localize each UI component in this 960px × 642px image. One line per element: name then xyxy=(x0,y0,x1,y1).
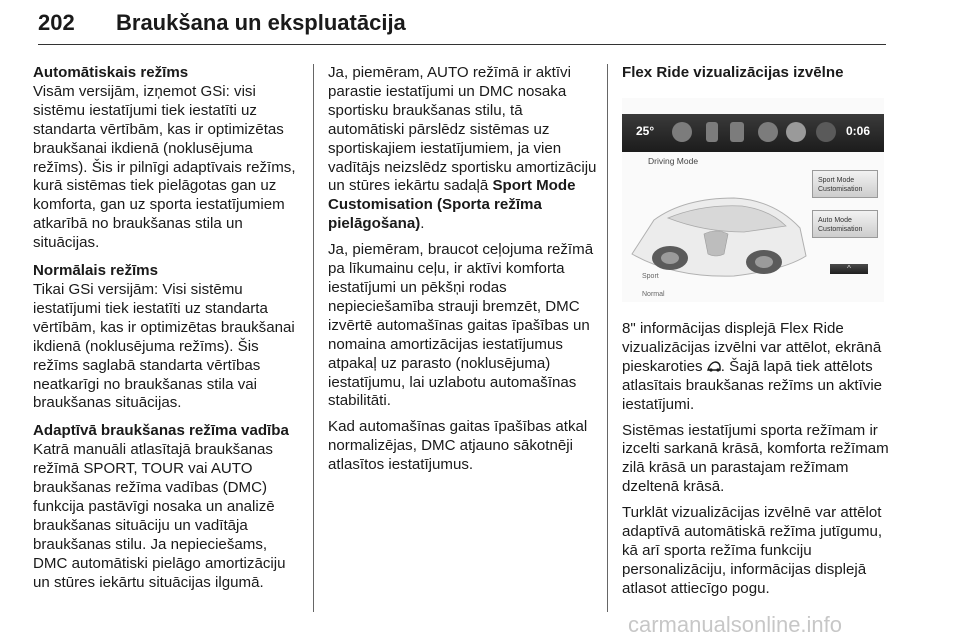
section-heading: Automātiskais režīms xyxy=(33,64,189,81)
music-note-icon xyxy=(672,122,692,142)
watermark: carmanualsonline.info xyxy=(628,612,843,637)
column-right xyxy=(622,64,892,83)
onstar-icon xyxy=(786,122,806,142)
column-left xyxy=(33,64,301,601)
column-right-text xyxy=(622,320,892,606)
sport-label: Sport xyxy=(642,273,659,280)
normal-label: Normal xyxy=(642,291,665,298)
chapter-title: Braukšana un ekspluatācija xyxy=(116,10,406,35)
section-heading: Normālais režīms xyxy=(33,262,159,280)
section-automatic-mode xyxy=(33,64,301,253)
chevron-up-icon[interactable]: ^ xyxy=(830,264,868,274)
clock-readout: 0:06 xyxy=(845,124,870,138)
driving-mode-label: Driving Mode xyxy=(648,156,699,166)
section-text: Visām versijām, izņemot GSi: visi sistēmu iestatījumi tiek iestatīti uz standarta vērtībām, kas ir optimizētas braukšanai ikdienā (noklusējuma režīms). Šis ir pilnīgi adaptīvais režīms, kurā sistēmas tiek pielāgotas gan uz komforta, gan uz sporta iestatījumiem atkarībā no braukšanas stila un situācijas. xyxy=(33,82,296,252)
paragraph: Ja, piemēram, AUTO režīmā ir aktīvi parastie iestatījumi un DMC nosaka sportisku braukšanas stilu, tā automātiski pārslēdz sistēmas uz sportiskajiem iestatījumiem, ja vien vadītājs neizslēdz sportisku amortizāciju un stūres iekārtu sadaļā Sport Mode Customisation (Sporta režīma pielāgošana). xyxy=(328,64,597,233)
column-divider xyxy=(607,64,608,612)
column-divider xyxy=(313,64,314,612)
paragraph: Sistēmas iestatījumi sporta režīmam ir izcelti sarkanā krāsā, komforta režīmam zilā krāsā un parastajam režīmam dzeltenā krāsā. xyxy=(622,421,889,496)
phone-icon xyxy=(706,122,718,142)
section-heading: Adaptīvā braukšanas režīma vadība xyxy=(33,422,289,440)
temperature-readout: 25° xyxy=(636,124,655,138)
section-text: Katrā manuāli atlasītajā braukšanas režīmā SPORT, TOUR vai AUTO braukšanas režīma vadības (DMC) funkcija pastāvīgi nosaka un analizē braukšanas situāciju un vadītāja braukšanas stilu. Ja nepieciešams, DMC automātiski pielāgo amortizāciju un stūres iekārtu situācijas ilgumā. xyxy=(33,441,286,591)
car-illustration-icon xyxy=(624,158,810,298)
sport-mode-customisation-button[interactable]: Sport Mode Customisation xyxy=(812,170,878,198)
section-heading: Flex Ride vizualizācijas izvēlne xyxy=(622,64,844,81)
paragraph: Turklāt vizualizācijas izvēlnē var attēlot adaptīvā automātiskā režīma jutīgumu, kā arī sporta režīma funkciju personalizāciju, informācijas displejā atlasot attiecīgo pogu. xyxy=(622,504,883,597)
flex-ride-screen-image xyxy=(622,98,884,302)
navigation-icon xyxy=(758,122,778,142)
paragraph: 8" informācijas displejā Flex Ride vizualizācijas izvēlni var attēlot, ekrānā pieskaroties . Šajā lapā tiek attēlots atlasītais braukšanas režīms un aktīvie iestatījumi. xyxy=(622,320,883,413)
screen-status-bar xyxy=(622,114,884,152)
media-icon xyxy=(730,122,744,142)
page-header xyxy=(38,4,886,45)
paragraph: Ja, piemēram, braucot ceļojuma režīmā pa līkumainu ceļu, ir aktīvi komforta iestatījumi un pēkšņi rodas nepieciešamība strauji bremzēt, DMC izvērtē automašīnas gaitas īpašības un nomaina amortizācijas iestatījumus atpakaļ uz parasto (noklusējuma) iestatījumu, lai uzlabotu automašīnas stabilitāti. xyxy=(328,241,594,410)
auto-mode-customisation-button[interactable]: Auto Mode Customisation xyxy=(812,210,878,238)
paragraph: Kad automašīnas gaitas īpašības atkal normalizējas, DMC atjauno sākotnēji atlasītos iestatījumus. xyxy=(328,418,588,474)
section-text: Tikai GSi versijām: Visi sistēmu iestatījumi tiek iestatīti uz standarta vērtībām, kas ir optimizētas braukšanai ikdienā (noklusējuma režīms). Šis režīms saglabā standarta vērtības neatkarīgi no braukšanas stila vai braukšanas situācijas. xyxy=(33,280,295,412)
section-normal-mode xyxy=(33,262,301,413)
column-middle xyxy=(328,64,600,482)
sport-mode-customisation-term: Sport Mode Customisation (Sporta režīma pielāgošana) xyxy=(328,177,576,233)
page-number: 202 xyxy=(38,10,75,35)
flex-ride-icon xyxy=(707,360,721,372)
section-adaptive-control xyxy=(33,422,301,592)
driving-mode-icon xyxy=(816,122,836,142)
